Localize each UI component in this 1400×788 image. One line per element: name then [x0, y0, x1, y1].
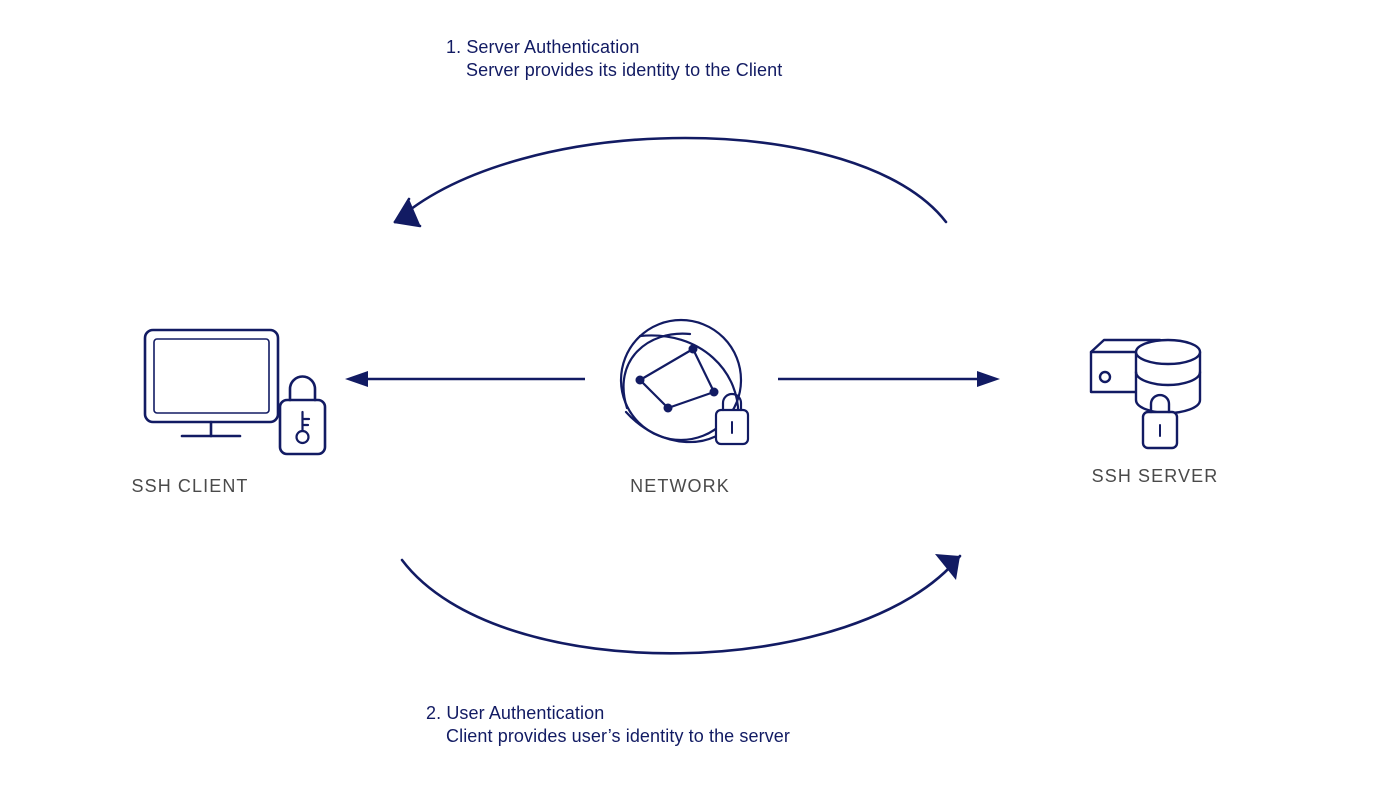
- node-label-network: NETWORK: [630, 476, 730, 496]
- step-1-title: 1. Server Authentication: [446, 37, 640, 57]
- globe-network-with-lock-icon: [621, 320, 748, 444]
- step-2-caption: [420, 702, 980, 748]
- step-1-description: Server provides its identity to the Client: [466, 60, 783, 80]
- step-2-description: Client provides user’s identity to the server: [446, 726, 790, 746]
- step-2-title: 2. User Authentication: [426, 703, 605, 723]
- arrow-network-to-server: [778, 371, 1000, 387]
- node-label-ssh-client: SSH CLIENT: [131, 476, 249, 496]
- arrow-network-to-client: [345, 371, 585, 387]
- arc-bottom-arrow: [402, 554, 960, 653]
- node-label-ssh-server: SSH SERVER: [1091, 466, 1219, 486]
- server-database-with-lock-icon: [1091, 340, 1200, 448]
- arc-top-arrow: [395, 138, 946, 227]
- monitor-with-lock-icon: [145, 330, 325, 454]
